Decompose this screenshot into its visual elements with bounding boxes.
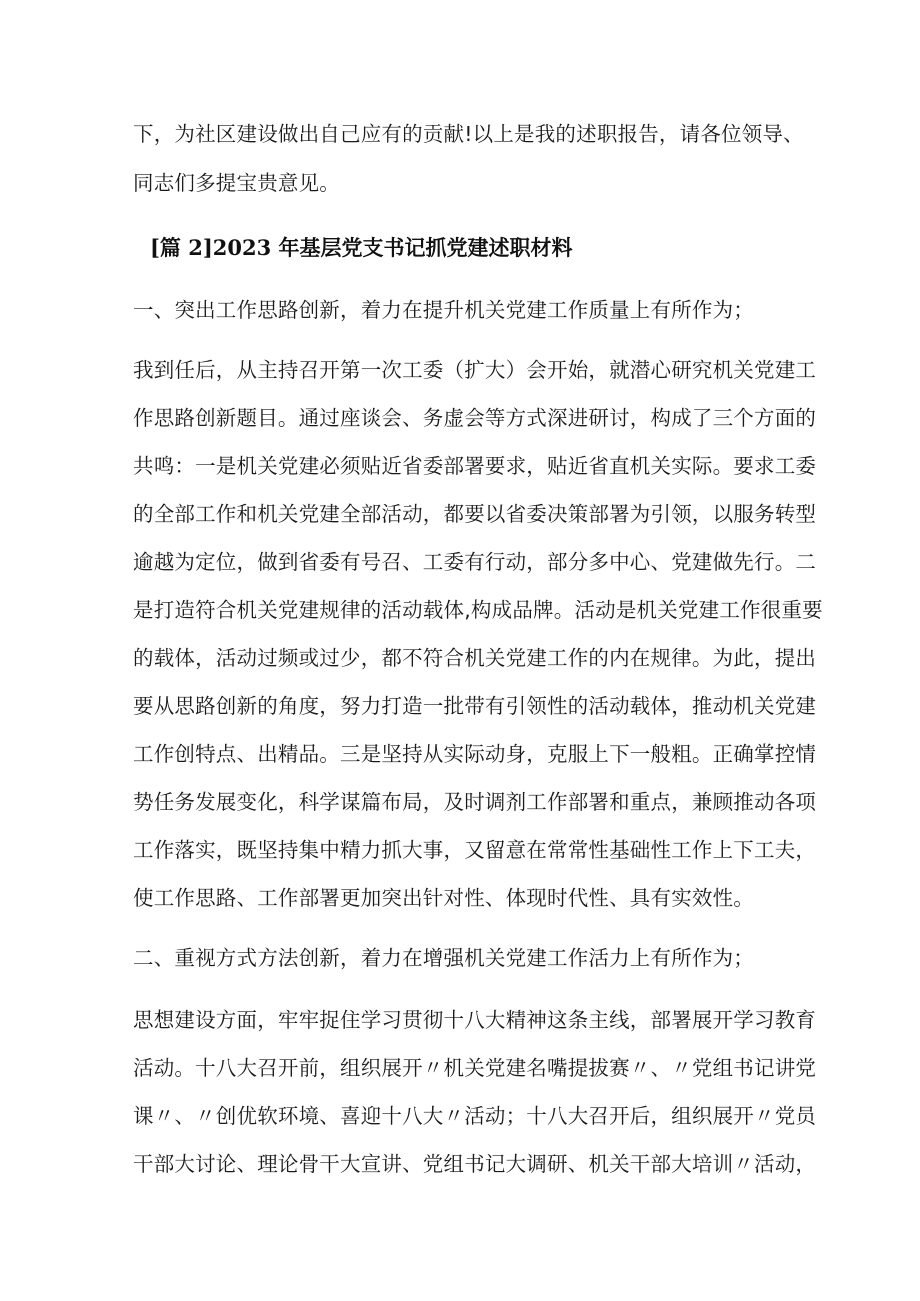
paragraph-line: 是打造符合机关党建规律的活动载体,构成品牌。活动是机关党建工作很重要 (133, 598, 823, 622)
paragraph-line: 作思路创新题目。通过座谈会、务虚会等方式深进研讨，构成了三个方面的 (133, 406, 817, 430)
paragraph-line: 的载体，活动过频或过少，都不符合机关党建工作的内在规律。为此，提出 (133, 646, 817, 670)
intro-line-2: 同志们多提宝贵意见。 (133, 171, 340, 195)
paragraph-line: 要从思路创新的角度，努力打造一批带有引领性的活动载体，推动机关党建 (133, 694, 817, 718)
section1-title: 一、突出工作思路创新，着力在提升机关党建工作质量上有所作为； (133, 298, 754, 322)
paragraph-line: 的全部工作和机关党建全部活动，都要以省委决策部署为引领，以服务转型 (133, 502, 817, 526)
paragraph-line: 活动。十八大召开前，组织展开〃机关党建名嘴提拔赛〃、〃党组书记讲党 (133, 1056, 817, 1080)
paragraph-line: 共鸣：一是机关党建必须贴近省委部署要求，贴近省直机关实际。要求工委 (133, 454, 817, 478)
paragraph-line: 课〃、〃创优软环境、喜迎十八大〃活动；十八大召开后，组织展开〃党员 (133, 1104, 817, 1128)
paragraph-line: 我到任后，从主持召开第一次工委（扩大）会开始，就潜心研究机关党建工 (133, 358, 817, 382)
section-heading: [篇 2]2023 年基层党支书记抓党建述职材料 (150, 235, 573, 260)
paragraph-line: 使工作思路、工作部署更加突出针对性、体现时代性、具有实效性。 (133, 886, 754, 910)
paragraph-line: 工作创特点、出精品。三是坚持从实际动身，克服上下一般粗。正确掌控情 (133, 742, 817, 766)
paragraph-line: 势任务发展变化，科学谋篇布局，及时调剂工作部署和重点，兼顾推动各项 (133, 790, 817, 814)
paragraph-line: 工作落实，既坚持集中精力抓大事，又留意在常常性基础性工作上下工夫， (133, 838, 817, 862)
paragraph-line: 思想建设方面，牢牢捉住学习贯彻十八大精神这条主线，部署展开学习教育 (133, 1008, 817, 1032)
paragraph-line: 逾越为定位，做到省委有号召、工委有行动，部分多中心、党建做先行。二 (133, 550, 817, 574)
intro-line-1: 下，为社区建设做出自己应有的贡献!以上是我的述职报告，请各位领导、 (133, 122, 804, 146)
section2-title: 二、重视方式方法创新，着力在增强机关党建工作活力上有所作为； (133, 946, 754, 970)
paragraph-line: 干部大讨论、理论骨干大宣讲、党组书记大调研、机关干部大培训〃活动， (133, 1152, 817, 1176)
